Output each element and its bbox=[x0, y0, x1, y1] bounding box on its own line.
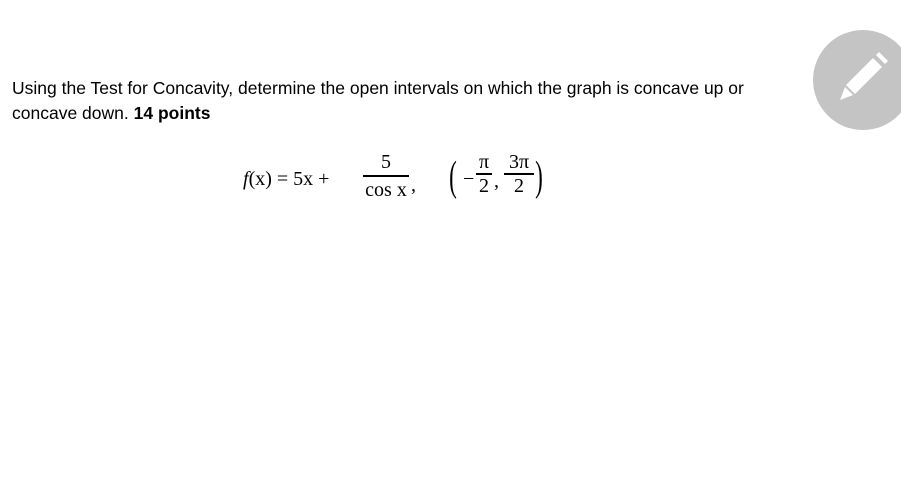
interval-start-numerator: π bbox=[478, 151, 490, 173]
function-name: f bbox=[243, 168, 249, 190]
interval-minus: − bbox=[463, 168, 475, 190]
interval-open-paren: ( bbox=[449, 154, 457, 200]
function-expression: = 5x + bbox=[271, 168, 330, 190]
function-formula bbox=[0, 150, 901, 210]
fraction-bar bbox=[363, 175, 409, 177]
edit-button[interactable] bbox=[813, 30, 901, 130]
interval-end-denominator: 2 bbox=[514, 174, 524, 197]
interval-close-paren: ) bbox=[535, 154, 543, 200]
interval-start bbox=[476, 151, 492, 197]
interval-end bbox=[504, 151, 534, 197]
interval-start-denominator: 2 bbox=[479, 174, 489, 197]
pencil-icon bbox=[837, 50, 893, 106]
interval-end-numerator: 3π bbox=[508, 151, 530, 173]
interval-comma: , bbox=[494, 170, 499, 192]
question-body: Using the Test for Concavity, determine the open intervals on which the graph is concave up or concave down. bbox=[12, 78, 744, 123]
formula-separator: , bbox=[411, 174, 416, 196]
function-arg: (x) bbox=[248, 168, 272, 190]
fraction bbox=[361, 150, 411, 202]
fraction-denominator: cos x bbox=[365, 178, 407, 201]
interval bbox=[450, 150, 550, 206]
points-label: 14 points bbox=[133, 103, 211, 123]
function-lhs bbox=[243, 168, 329, 191]
fraction-numerator: 5 bbox=[381, 151, 391, 173]
question-text bbox=[12, 76, 772, 126]
